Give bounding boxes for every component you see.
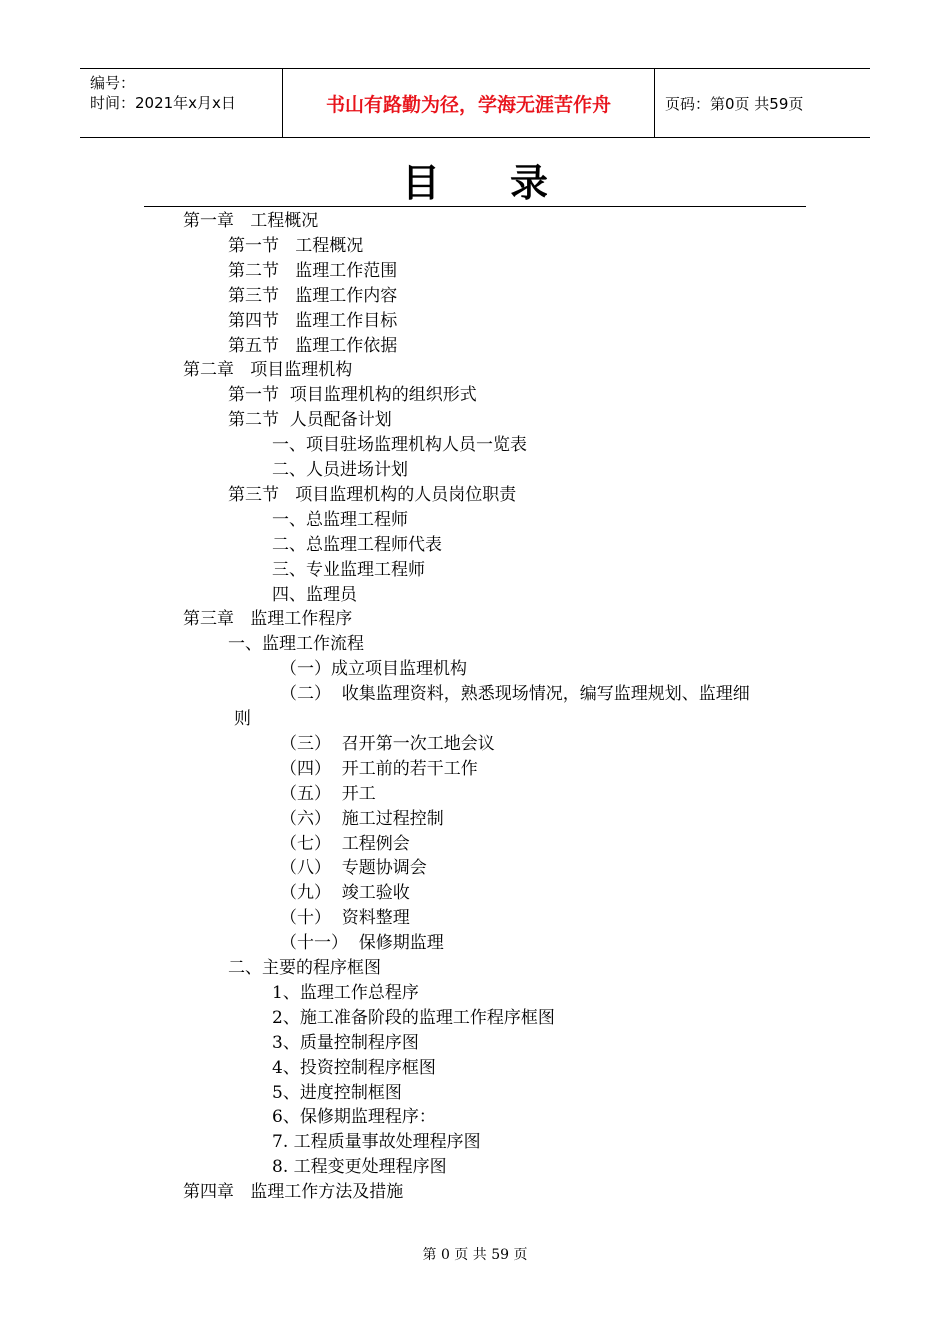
toc-entry[interactable]: （七） 工程例会 xyxy=(280,833,410,854)
page-header xyxy=(80,68,870,138)
toc-entry[interactable]: 第一节 项目监理机构的组织形式 xyxy=(228,385,477,406)
header-page-number: 页码：第0页 共59页 xyxy=(665,94,804,113)
document-number-label: 编号： xyxy=(90,74,136,92)
toc-entry[interactable]: 第二章 项目监理机构 xyxy=(183,360,353,381)
toc-entry[interactable]: 二、人员进场计划 xyxy=(272,460,408,480)
toc-entry[interactable]: 8. 工程变更处理程序图 xyxy=(272,1157,447,1178)
toc-entry[interactable]: 第三节 监理工作内容 xyxy=(228,285,398,306)
toc-entry[interactable]: （八） 专题协调会 xyxy=(280,858,427,879)
toc-entry[interactable]: 一、总监理工程师 xyxy=(272,509,408,530)
document-date-label: 时间：2021年x月x日 xyxy=(90,94,236,112)
toc-entry[interactable]: （九） 竣工验收 xyxy=(280,883,410,904)
toc-entry[interactable]: 7. 工程质量事故处理程序图 xyxy=(272,1132,481,1153)
toc-entry[interactable]: 第四节 监理工作目标 xyxy=(228,310,398,331)
toc-entry[interactable]: （一）成立项目监理机构 xyxy=(280,659,467,680)
toc-entry[interactable]: （十一） 保修期监理 xyxy=(280,933,444,954)
toc-entry[interactable]: （十） 资料整理 xyxy=(280,908,410,929)
toc-entry[interactable]: 第二节 监理工作范围 xyxy=(228,260,398,281)
toc-entry[interactable]: 则 xyxy=(234,709,251,729)
header-meta xyxy=(80,69,282,137)
toc-entry[interactable]: 二、总监理工程师代表 xyxy=(272,534,442,555)
toc-entry[interactable]: 第五节 监理工作依据 xyxy=(228,335,398,356)
toc-entry[interactable]: （四） 开工前的若干工作 xyxy=(280,758,478,779)
toc-entry[interactable]: （六） 施工过程控制 xyxy=(280,808,444,829)
toc-entry[interactable]: 第三章 监理工作程序 xyxy=(183,609,353,630)
header-motto: 书山有路勤为径，学海无涯苦作舟 xyxy=(282,69,655,137)
toc-entry[interactable]: 2、施工准备阶段的监理工作程序框图 xyxy=(272,1007,555,1028)
toc-entry[interactable]: 第三节 项目监理机构的人员岗位职责 xyxy=(228,484,517,505)
toc-entry[interactable]: （五） 开工 xyxy=(280,783,376,804)
toc-entry[interactable]: （三） 召开第一次工地会议 xyxy=(280,733,495,754)
toc-entry[interactable]: 6、保修期监理程序： xyxy=(272,1107,436,1128)
toc-entry[interactable]: 一、监理工作流程 xyxy=(228,634,364,655)
toc-entry[interactable]: 3、质量控制程序图 xyxy=(272,1032,419,1053)
toc-entry[interactable]: 第一节 工程概况 xyxy=(228,235,364,256)
toc-entry[interactable]: 四、监理员 xyxy=(272,584,357,605)
toc-entry[interactable]: 5、进度控制框图 xyxy=(272,1082,402,1103)
toc-entry[interactable]: 第二节 人员配备计划 xyxy=(228,410,392,431)
toc-entry[interactable]: 4、投资控制程序框图 xyxy=(272,1057,436,1078)
toc-entry[interactable]: 一、项目驻场监理机构人员一览表 xyxy=(272,435,527,456)
page-footer: 第 0 页 共 59 页 xyxy=(422,1247,528,1263)
toc-entry[interactable]: 三、专业监理工程师 xyxy=(272,559,425,580)
page-title: 目录 xyxy=(401,161,618,205)
title-underline xyxy=(144,206,806,207)
toc-entry[interactable]: 二、主要的程序框图 xyxy=(228,958,381,978)
toc-entry[interactable]: 第四章 监理工作方法及措施 xyxy=(183,1182,404,1203)
toc-entry[interactable]: （二） 收集监理资料，熟悉现场情况，编写监理规划、监理细 xyxy=(280,684,750,705)
toc-entry[interactable]: 第一章 工程概况 xyxy=(183,211,319,231)
toc-entry[interactable]: 1、监理工作总程序 xyxy=(272,982,419,1003)
